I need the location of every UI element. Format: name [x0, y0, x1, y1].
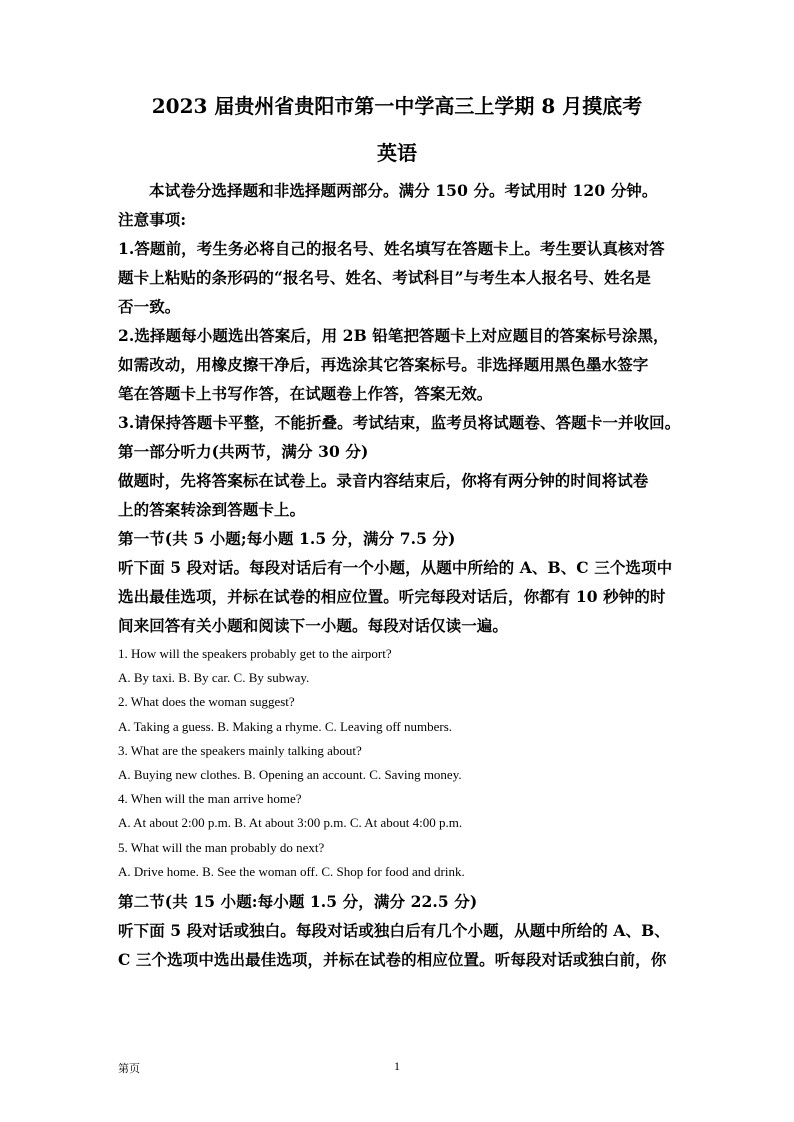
question-1: 1. How will the speakers probably get to the airport? [118, 646, 392, 661]
part1-instructions-line-2: 上的答案转涂到答题卡上。 [118, 500, 306, 519]
exam-body [118, 176, 681, 974]
section2-instructions-line-1: 听下面 5 段对话或独白。每段对话或独白后有几个小题，从题中所给的 A、B、 [118, 921, 670, 941]
question-2: 2. What does the woman suggest? [118, 694, 295, 710]
section1-instructions-line-1: 听下面 5 段对话。每段对话后有一个小题，从题中所给的 A、B、C 三个选项中 [118, 558, 673, 577]
note-1-line-3: 否一致。 [118, 297, 181, 316]
question-4-options: A. At about 2:00 p.m. B. At about 3:00 p.m. C. At about 4:00 p.m. [118, 815, 463, 831]
note-2-line-2: 如需改动，用橡皮擦干净后，再选涂其它答案标号。非选择题用黑色墨水签字 [118, 355, 649, 374]
part1-heading: 第一部分听力(共两节，满分 30 分) [118, 442, 369, 461]
footer-page-label: 第页 [118, 1062, 140, 1075]
intro-text: 本试卷分选择题和非选择题两部分。满分 150 分。考试用时 120 分钟。 [149, 181, 658, 200]
note-3-line-1: 3.请保持答题卡平整，不能折叠。考试结束，监考员将试题卷、答题卡一并收回。 [118, 413, 681, 432]
question-5-options: A. Drive home. B. See the woman off. C. Shop for food and drink. [118, 863, 465, 879]
question-4: 4. When will the man arrive home? [118, 791, 302, 807]
question-3: 3. What are the speakers mainly talking about? [118, 742, 362, 758]
note-1-line-2: 题卡上粘贴的条形码的“报名号、姓名、考试科目”与考生本人报名号、姓名是 [118, 268, 651, 287]
footer-page-number: 1 [394, 1059, 400, 1073]
question-3-options: A. Buying new clothes. B. Opening an account. C. Saving money. [118, 767, 462, 783]
section1-instructions-line-3: 间来回答有关小题和阅读下一小题。每段对话仅读一遍。 [118, 616, 509, 635]
notes-heading: 注意事项: [118, 210, 187, 229]
section1-heading: 第一节(共 5 小题;每小题 1.5 分，满分 7.5 分) [118, 529, 456, 548]
question-5: 5. What will the man probably do next? [118, 839, 325, 855]
section2-instructions-line-2: C 三个选项中选出最佳选项，并标在试卷的相应位置。听每段对话或独白前，你 [118, 950, 667, 970]
section1-instructions-line-2: 选出最佳选项，并标在试卷的相应位置。听完每段对话后，你都有 10 秒钟的时 [118, 587, 666, 606]
question-1-options: A. By taxi. B. By car. C. By subway. [118, 670, 310, 686]
note-2-line-1: 2.选择题每小题选出答案后，用 2B 铅笔把答题卡上对应题目的答案标号涂黑， [118, 326, 669, 345]
part1-instructions-line-1: 做题时，先将答案标在试卷上。录音内容结束后，你将有两分钟的时间将试卷 [118, 471, 649, 490]
exam-title: 2023 届贵州省贵阳市第一中学高三上学期 8 月摸底考 [151, 94, 643, 118]
note-1-line-1: 1.答题前，考生务必将自己的报名号、姓名填写在答题卡上。考生要认真核对答 [118, 239, 665, 258]
section2-heading: 第二节(共 15 小题:每小题 1.5 分，满分 22.5 分) [118, 892, 478, 912]
note-2-line-3: 笔在答题卡上书写作答，在试题卷上作答，答案无效。 [118, 384, 493, 403]
question-2-options: A. Taking a guess. B. Making a rhyme. C. Leaving off numbers. [118, 718, 453, 734]
subject-title: 英语 [377, 141, 417, 165]
question-list [118, 642, 678, 884]
